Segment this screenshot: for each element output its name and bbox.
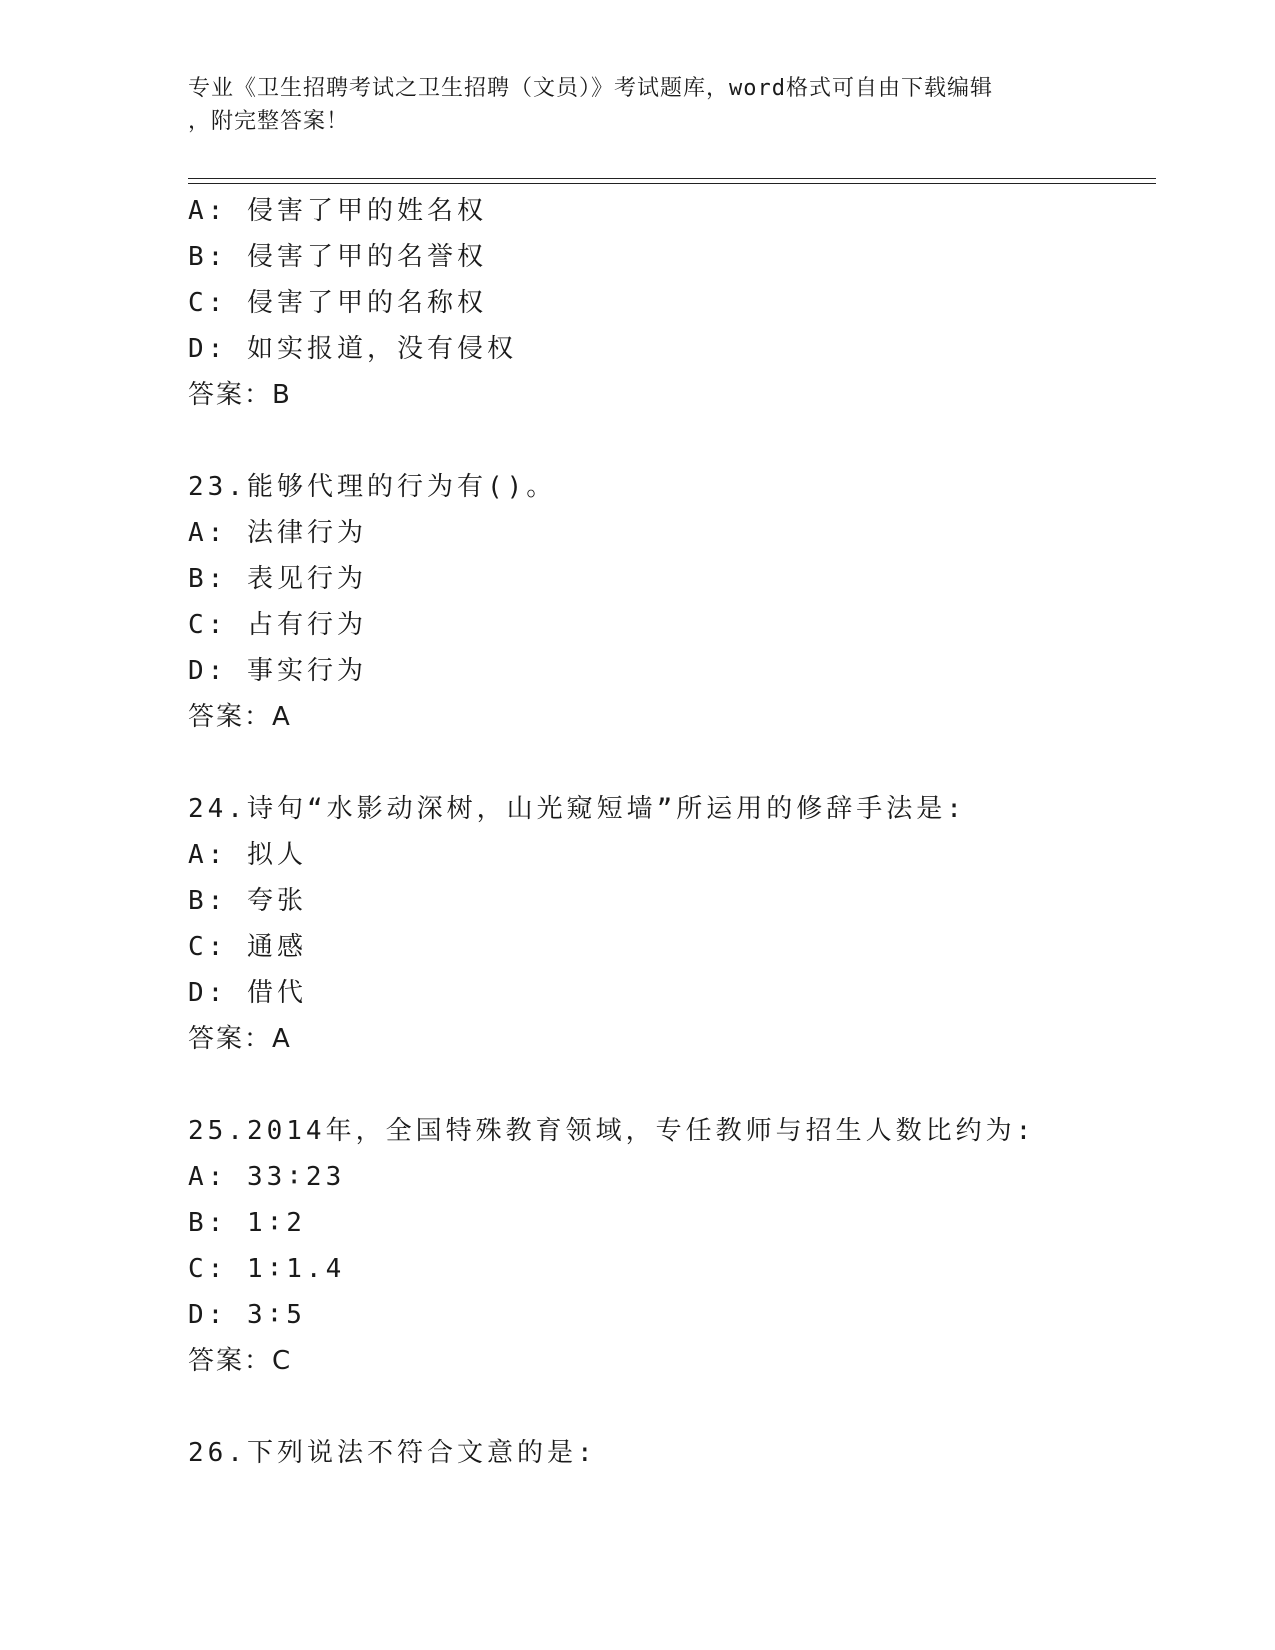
option-c: C: 占有行为 (188, 610, 367, 640)
option-b: B: 表见行为 (188, 564, 367, 594)
header-divider-top (188, 178, 1156, 179)
option-d: D: 3∶5 (188, 1300, 306, 1330)
option-a: A: 法律行为 (188, 518, 367, 548)
header-line-2: ，附完整答案！ (188, 109, 350, 134)
answer: 答案：A (188, 702, 292, 732)
spacer (188, 1062, 1148, 1108)
option-c: C: 1∶1.4 (188, 1254, 346, 1284)
option-d: D: 事实行为 (188, 656, 367, 686)
spacer (188, 740, 1148, 786)
option-b: B: 夸张 (188, 886, 307, 916)
spacer (188, 418, 1148, 464)
answer: 答案：B (188, 380, 292, 410)
option-d: D: 如实报道，没有侵权 (188, 334, 517, 364)
question-text: 26.下列说法不符合文意的是: (188, 1438, 597, 1468)
question-text: 24.诗句“水影动深树，山光窥短墙”所运用的修辞手法是: (188, 794, 966, 824)
question-list (188, 188, 1148, 1476)
option-b: B: 1∶2 (188, 1208, 306, 1238)
option-d: D: 借代 (188, 978, 307, 1008)
question-24 (188, 786, 1148, 1062)
spacer (188, 1384, 1148, 1430)
header-divider-bottom (188, 183, 1156, 184)
answer: 答案：C (188, 1346, 293, 1376)
question-text: 23.能够代理的行为有()。 (188, 472, 557, 502)
question-22 (188, 188, 1148, 418)
option-b: B: 侵害了甲的名誉权 (188, 242, 487, 272)
document-header (188, 72, 1088, 138)
option-a: A: 33∶23 (188, 1162, 346, 1192)
option-a: A: 拟人 (188, 840, 307, 870)
question-26 (188, 1430, 1148, 1476)
question-25 (188, 1108, 1148, 1384)
option-a: A: 侵害了甲的姓名权 (188, 196, 487, 226)
option-c: C: 侵害了甲的名称权 (188, 288, 487, 318)
header-line-1: 专业《卫生招聘考试之卫生招聘（文员）》考试题库，word格式可自由下载编辑 (188, 76, 993, 101)
option-c: C: 通感 (188, 932, 307, 962)
question-text: 25.2014年，全国特殊教育领域，专任教师与招生人数比约为: (188, 1116, 1036, 1146)
answer: 答案：A (188, 1024, 292, 1054)
question-23 (188, 464, 1148, 740)
